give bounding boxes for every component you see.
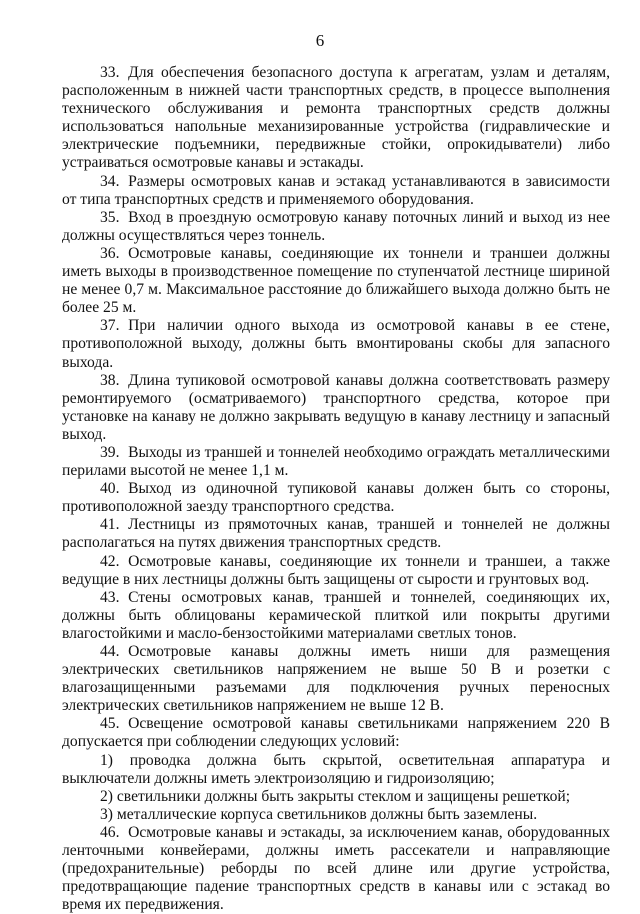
paragraph-33 xyxy=(62,64,610,173)
paragraph-text: При наличии одного выхода из осмотровой канавы в ее стене, противоположной выходу, должны быть вмонтированы скобы для запасного выхода. xyxy=(62,317,610,371)
document-body xyxy=(62,64,610,914)
sub-item-1: 1) проводка должна быть скрытой, осветительная аппаратура и выключатели должны иметь электроизоляцию и гидроизоляцию; xyxy=(62,751,610,787)
paragraph-number: 39. xyxy=(100,443,120,461)
paragraph-text: Осмотровые канавы должны иметь ниши для размещения электрических светильников напряжением не выше 50 В и розетки с влагозащищенными разъемами для подключения ручных переносных электрических светильников напряжением не выше 12 В. xyxy=(62,643,610,715)
paragraph-text: Лестницы из прямоточных канав, траншей и тоннелей не должны располагаться на путях движения транспортных средств. xyxy=(62,516,610,552)
paragraph-36 xyxy=(62,245,610,317)
paragraph-text: Вход в проездную осмотровую канаву поточных линий и выход из нее должны осуществляться через тоннель. xyxy=(62,208,610,244)
paragraph-number: 46. xyxy=(100,823,120,841)
paragraph-text: Для обеспечения безопасного доступа к агрегатам, узлам и деталям, расположенным в нижней части транспортных средств, в процессе выполнения технического обслуживания и ремонта транспортных средств должны использоваться напольные механизированные устройства (гидравлические и электрические подъемники, передвижные стойки, опрокидыватели) либо устраиваться осмотровые канавы и эстакады. xyxy=(62,64,610,172)
paragraph-number: 33. xyxy=(100,64,120,81)
paragraph-text: Стены осмотровых канав, траншей и тоннелей, соединяющих их, должны быть облицованы керамической плиткой или покрыты другими влагостойкими и масло-бензостойкими материалами светлых тонов. xyxy=(62,588,610,642)
paragraph-45 xyxy=(62,715,610,751)
paragraph-38 xyxy=(62,372,610,444)
paragraph-number: 40. xyxy=(100,480,120,498)
paragraph-35 xyxy=(62,209,610,245)
paragraph-42 xyxy=(62,553,610,589)
paragraph-number: 43. xyxy=(100,588,120,606)
paragraph-number: 41. xyxy=(100,516,120,534)
paragraph-40 xyxy=(62,480,610,516)
paragraph-number: 34. xyxy=(100,172,120,190)
paragraph-text: Осмотровые канавы и эстакады, за исключением канав, оборудованных ленточными конвейерами, должны иметь рассекатели и направляющие (предохранительные) реборды по всей длине или другие устройства, предотвращающие падение транспортных средств в канавы или с эстакад во время их передвижения. xyxy=(62,823,610,914)
paragraph-number: 36. xyxy=(100,244,120,262)
paragraph-44 xyxy=(62,643,610,715)
page-number: 6 xyxy=(315,31,325,50)
paragraph-number: 42. xyxy=(100,552,120,570)
paragraph-number: 35. xyxy=(100,208,120,226)
paragraph-number: 37. xyxy=(100,317,120,335)
paragraph-number: 38. xyxy=(100,371,120,389)
paragraph-43 xyxy=(62,589,610,643)
paragraph-text: Выход из одиночной тупиковой канавы должен быть со стороны, противоположной заезду транспортного средства. xyxy=(62,480,610,516)
paragraph-text: Размеры осмотровых канав и эстакад устанавливаются в зависимости от типа транспортных средств и применяемого оборудования. xyxy=(62,172,610,208)
paragraph-34 xyxy=(62,173,610,209)
paragraph-41 xyxy=(62,516,610,552)
paragraph-text: Освещение осмотровой канавы светильниками напряжением 220 В допускается при соблюдении следующих условий: xyxy=(62,715,610,751)
paragraph-number: 45. xyxy=(100,715,120,733)
sub-item-2: 2) светильники должны быть закрыты стеклом и защищены решеткой; xyxy=(100,787,571,805)
sub-item-3: 3) металлические корпуса светильников должны быть заземлены. xyxy=(100,805,538,823)
paragraph-text: Выходы из траншей и тоннелей необходимо ограждать металлическими перилами высотой не менее 1,1 м. xyxy=(62,443,610,480)
paragraph-text: Осмотровые канавы, соединяющие их тоннели и траншеи должны иметь выходы в производственное помещение по ступенчатой лестнице шириной не менее 0,7 м. Максимальное расстояние до ближайшего выхода должно быть не более 25 м. xyxy=(62,244,610,317)
paragraph-text: Длина тупиковой осмотровой канавы должна соответствовать размеру ремонтируемого (осматриваемого) транспортного средства, которое при установке на канаву не должно закрывать ведущую в канаву лестницу и запасный выход. xyxy=(62,371,610,443)
paragraph-37 xyxy=(62,317,610,371)
paragraph-text: Осмотровые канавы, соединяющие их тоннели и траншеи, а также ведущие в них лестницы должны быть защищены от сырости и грунтовых вод. xyxy=(62,552,610,588)
paragraph-number: 44. xyxy=(100,643,120,660)
paragraph-46 xyxy=(62,824,610,914)
paragraph-39 xyxy=(62,444,610,480)
